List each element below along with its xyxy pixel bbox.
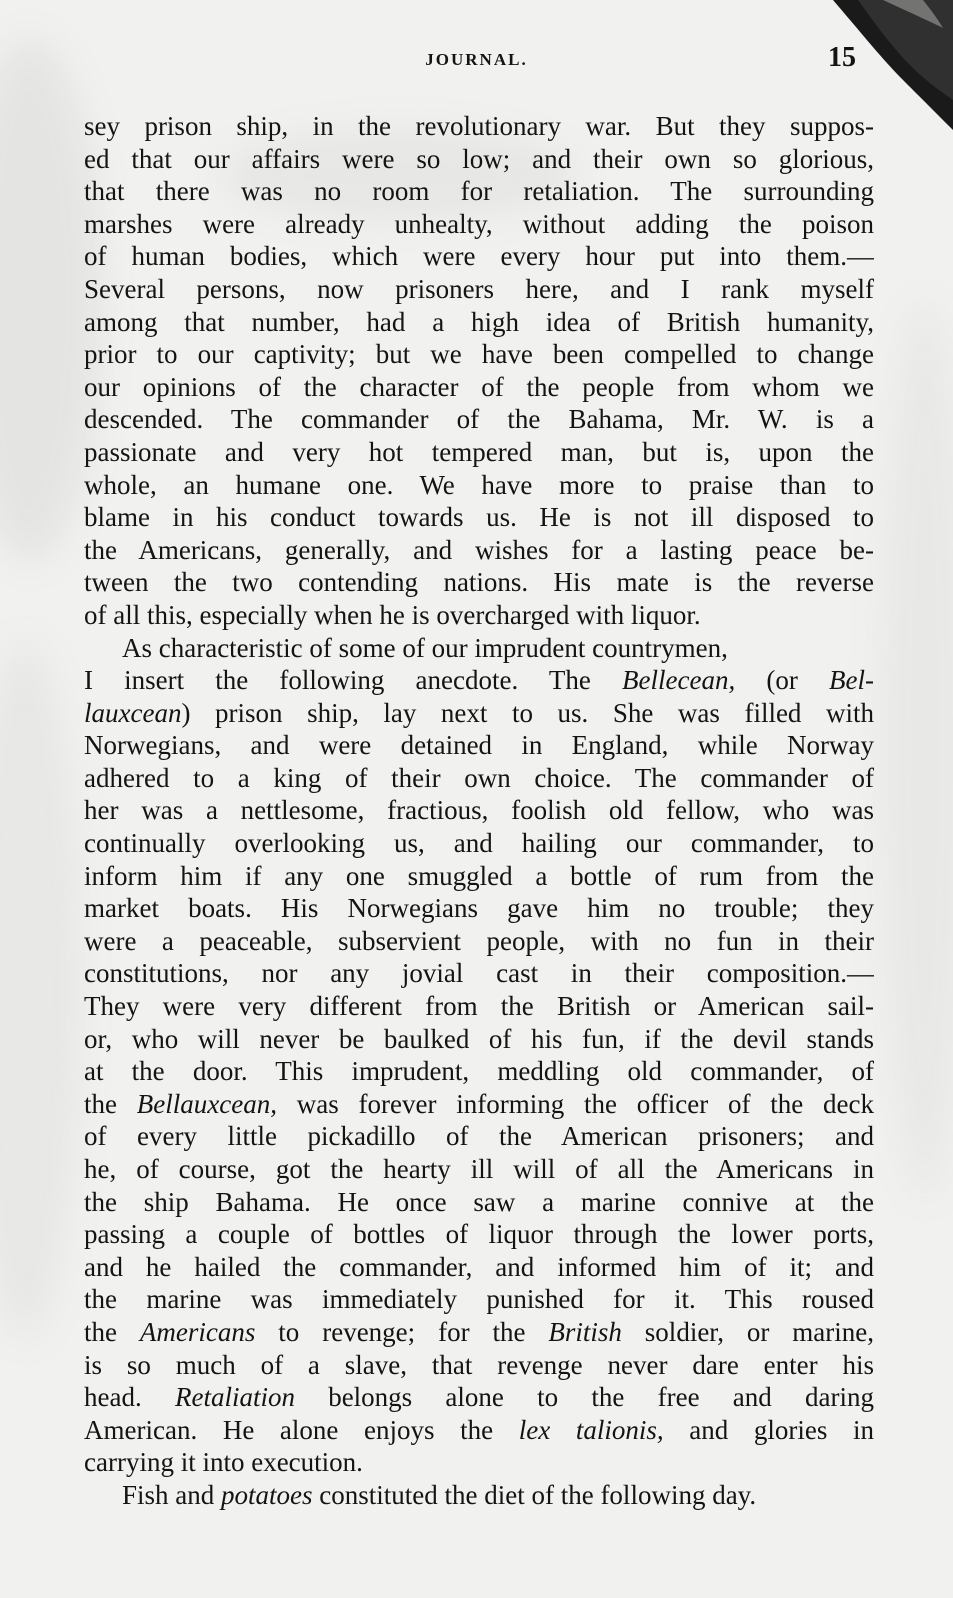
text-segment: prior to our captivity; but we have been compelled to change xyxy=(84,339,874,370)
text-segment: They were very different from the British or American sail- xyxy=(84,991,874,1022)
text-segment: Several persons, now prisoners here, and I rank myself xyxy=(84,273,874,304)
text-line xyxy=(84,990,874,1023)
italic-text: British xyxy=(548,1316,622,1347)
text-segment: the marine was immediately punished for it. This roused xyxy=(84,1284,874,1315)
text-line xyxy=(84,1186,874,1219)
text-line xyxy=(84,469,874,502)
text-segment: her was a nettlesome, fractious, foolish old fellow, who was xyxy=(84,795,874,826)
text-segment: our opinions of the character of the people from whom we xyxy=(84,371,874,402)
text-line xyxy=(84,1055,874,1088)
italic-text: Bellauxcean, xyxy=(136,1088,277,1119)
text-segment: Fish and xyxy=(122,1479,222,1510)
text-segment: constitutions, nor any jovial cast in their composition.— xyxy=(84,958,874,989)
text-segment: of every little pickadillo of the American prisoners; and xyxy=(84,1121,874,1152)
text-segment: (or xyxy=(735,665,830,696)
text-line xyxy=(84,175,874,208)
text-segment: sey prison ship, in the revolutionary war. But they suppos- xyxy=(84,111,874,141)
text-segment: at the door. This imprudent, meddling old commander, of xyxy=(84,1056,874,1087)
text-line xyxy=(84,925,874,958)
text-line xyxy=(84,208,874,241)
italic-text: Bellecean, xyxy=(622,665,736,696)
text-segment: soldier, or marine, xyxy=(621,1316,874,1347)
text-segment: I insert the following anecdote. The xyxy=(84,665,623,696)
text-segment: is so much of a slave, that revenge never dare enter his xyxy=(84,1349,874,1380)
italic-text: Americans xyxy=(139,1316,256,1347)
text-segment: among that number, had a high idea of British humanity, xyxy=(84,306,874,337)
text-line xyxy=(84,273,874,306)
text-line xyxy=(84,632,874,665)
text-line xyxy=(84,599,874,632)
scan-stain xyxy=(0,640,80,1340)
text-segment: American. He alone enjoys the xyxy=(84,1414,519,1445)
text-line xyxy=(84,1023,874,1056)
italic-text: Bel- xyxy=(829,665,874,696)
page-number: 15 xyxy=(828,42,856,73)
text-segment: ) prison ship, lay next to us. She was filled with xyxy=(181,697,874,728)
text-line xyxy=(84,501,874,534)
text-line xyxy=(84,534,874,567)
text-line xyxy=(84,566,874,599)
text-segment: the xyxy=(84,1316,140,1347)
italic-text: lauxcean xyxy=(84,697,182,728)
text-segment: market boats. His Norwegians gave him no trouble; they xyxy=(84,893,874,924)
text-segment: As characteristic of some of our imprudent countrymen, xyxy=(122,632,728,663)
text-segment: the xyxy=(84,1088,137,1119)
text-line xyxy=(84,1381,874,1414)
text-line xyxy=(84,762,874,795)
text-line xyxy=(84,1446,874,1479)
text-line xyxy=(84,664,874,697)
text-line xyxy=(84,1218,874,1251)
text-segment: that there was no room for retaliation. The surrounding xyxy=(84,176,874,207)
text-line xyxy=(84,1088,874,1121)
text-line xyxy=(84,729,874,762)
text-line xyxy=(84,371,874,404)
text-line xyxy=(84,1251,874,1284)
text-line xyxy=(84,860,874,893)
text-segment: inform him if any one smuggled a bottle of rum from the xyxy=(84,860,874,891)
running-header: JOURNAL. xyxy=(425,50,528,69)
text-segment: whole, an humane one. We have more to praise than to xyxy=(84,469,874,500)
text-line xyxy=(84,110,874,143)
text-segment: belongs alone to the free and daring xyxy=(294,1382,874,1413)
text-segment: constituted the diet of the following day. xyxy=(312,1479,757,1510)
text-segment: ed that our affairs were so low; and their own so glorious, xyxy=(84,143,874,174)
text-line xyxy=(84,1349,874,1382)
italic-text: lex talionis, xyxy=(518,1414,664,1445)
text-segment: adhered to a king of their own choice. The commander of xyxy=(84,762,874,793)
text-segment: was forever informing the officer of the deck xyxy=(276,1088,874,1119)
text-segment: head. xyxy=(84,1382,175,1413)
text-segment: of human bodies, which were every hour put into them.— xyxy=(84,241,874,272)
text-line xyxy=(84,143,874,176)
text-segment: to revenge; for the xyxy=(255,1316,549,1347)
text-segment: passing a couple of bottles of liquor through the lower ports, xyxy=(84,1219,874,1250)
text-segment: and glories in xyxy=(663,1414,874,1445)
text-line xyxy=(84,436,874,469)
text-line xyxy=(84,1153,874,1186)
text-line xyxy=(84,240,874,273)
italic-text: Retaliation xyxy=(174,1382,295,1413)
text-segment: were a peaceable, subservient people, with no fun in their xyxy=(84,925,874,956)
text-segment: or, who will never be baulked of his fun, if the devil stands xyxy=(84,1023,874,1054)
text-segment: the ship Bahama. He once saw a marine connive at the xyxy=(84,1186,874,1217)
text-segment: and he hailed the commander, and informed him of it; and xyxy=(84,1251,874,1282)
text-line xyxy=(84,338,874,371)
text-segment: blame in his conduct towards us. He is not ill disposed to xyxy=(84,502,874,533)
text-line xyxy=(84,306,874,339)
text-segment: tween the two contending nations. His mate is the reverse xyxy=(84,567,874,598)
italic-text: potatoes xyxy=(221,1479,313,1510)
text-segment: carrying it into execution. xyxy=(84,1447,363,1478)
text-segment: he, of course, got the hearty ill will of all the Americans in xyxy=(84,1154,874,1184)
text-segment: the Americans, generally, and wishes for a lasting peace be- xyxy=(84,534,874,565)
text-line xyxy=(84,794,874,827)
text-line xyxy=(84,957,874,990)
text-line xyxy=(84,1479,874,1512)
text-segment: Norwegians, and were detained in England, while Norway xyxy=(84,730,874,761)
text-line xyxy=(84,697,874,730)
text-line xyxy=(84,892,874,925)
body-text xyxy=(84,110,874,1512)
text-line xyxy=(84,1283,874,1316)
text-line xyxy=(84,1316,874,1349)
text-line xyxy=(84,1414,874,1447)
text-segment: of all this, especially when he is overcharged with liquor. xyxy=(84,599,701,630)
text-line xyxy=(84,1120,874,1153)
text-segment: marshes were already unhealty, without adding the poison xyxy=(84,208,874,239)
scan-stain xyxy=(880,300,953,1200)
text-segment: passionate and very hot tempered man, but is, upon the xyxy=(84,436,874,467)
text-segment: continually overlooking us, and hailing our commander, to xyxy=(84,828,874,859)
text-line xyxy=(84,827,874,860)
text-line xyxy=(84,403,874,436)
text-segment: descended. The commander of the Bahama, Mr. W. is a xyxy=(84,404,874,435)
